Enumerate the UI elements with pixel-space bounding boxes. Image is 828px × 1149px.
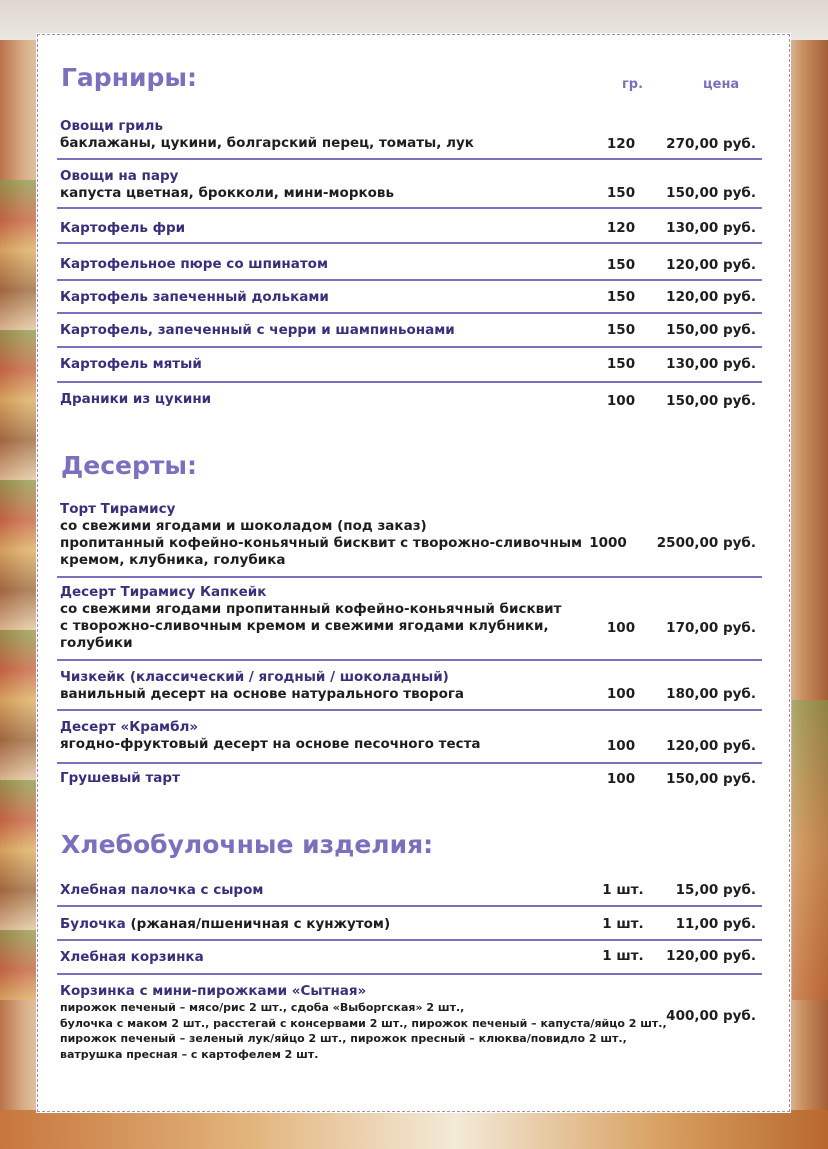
divider <box>57 576 762 578</box>
item-name: Десерт «Крамбл» <box>60 719 199 735</box>
section-title-garnish: Гарниры: <box>61 63 197 92</box>
item-price: 15,00 руб. <box>675 882 756 898</box>
item-weight: 100 <box>606 738 636 754</box>
divider <box>57 207 762 209</box>
item-price: 150,00 руб. <box>666 185 756 201</box>
item-name: Драники из цукини <box>60 391 212 407</box>
item-name: Картофель запеченный дольками <box>60 289 329 305</box>
item-name: Овощи на пару <box>60 168 179 184</box>
divider <box>57 939 762 941</box>
item-description: пирожок печеный – зеленый лук/яйцо 2 шт., пирожок пресный – клюква/повидло 2 шт., <box>60 1032 627 1045</box>
item-description: капуста цветная, брокколи, мини-морковь <box>60 185 395 201</box>
item-weight: 100 <box>606 620 636 636</box>
item-description: ягодно-фруктовый десерт на основе песочного теста <box>60 736 481 752</box>
item-description: пирожок печеный – мясо/рис 2 шт., сдоба «Выборгская» 2 шт., <box>60 1001 465 1014</box>
background-food-left <box>0 180 36 1000</box>
divider <box>57 905 762 907</box>
divider <box>57 346 762 348</box>
item-price: 150,00 руб. <box>666 393 756 409</box>
item-description: со свежими ягодами и шоколадом (под заказ) <box>60 518 427 534</box>
item-description: ванильный десерт на основе натурального творога <box>60 686 465 702</box>
item-weight: 1000 <box>589 535 627 551</box>
item-weight: 150 <box>606 322 636 338</box>
item-name: Булочка <box>60 916 126 932</box>
item-name: Овощи гриль <box>60 118 163 134</box>
item-quantity: 1 шт. <box>602 882 644 898</box>
divider <box>57 158 762 160</box>
divider <box>57 242 762 244</box>
item-name: Картофель фри <box>60 220 186 236</box>
divider <box>57 973 762 975</box>
item-description: голубики <box>60 635 133 651</box>
item-quantity: 1 шт. <box>602 916 644 932</box>
item-price: 170,00 руб. <box>666 620 756 636</box>
item-price: 130,00 руб. <box>666 220 756 236</box>
item-name: Картофель мятый <box>60 356 202 372</box>
item-description: ватрушка пресная – с картофелем 2 шт. <box>60 1047 319 1061</box>
item-name: Картофельное пюре со шпинатом <box>60 256 328 272</box>
section-title-bakery: Хлебобулочные изделия: <box>61 830 434 859</box>
item-weight: 150 <box>606 289 636 305</box>
item-price: 400,00 руб. <box>666 1008 756 1024</box>
item-description: с творожно-сливочным кремом и свежими ягодами клубники, <box>60 618 549 634</box>
item-price: 130,00 руб. <box>666 356 756 372</box>
item-name: Хлебная палочка с сыром <box>60 882 264 898</box>
divider <box>57 709 762 711</box>
divider <box>57 762 762 764</box>
item-name: Чизкейк (классический / ягодный / шоколадный) <box>60 669 449 685</box>
divider <box>57 312 762 314</box>
item-weight: 120 <box>606 220 636 236</box>
item-price: 120,00 руб. <box>666 289 756 305</box>
item-price: 11,00 руб. <box>675 916 756 932</box>
item-price: 120,00 руб. <box>666 738 756 754</box>
item-name: Хлебная корзинка <box>60 949 204 965</box>
column-header-price: цена <box>703 77 740 92</box>
item-description: пропитанный кофейно-коньячный бисквит с творожно-сливочным <box>60 535 583 551</box>
item-name: Грушевый тарт <box>60 770 180 786</box>
divider <box>57 279 762 281</box>
item-weight: 100 <box>606 393 636 409</box>
menu-sheet <box>36 33 791 1113</box>
item-weight: 150 <box>606 356 636 372</box>
item-price: 120,00 руб. <box>666 948 756 964</box>
item-description: булочка с маком 2 шт., расстегай с консервами 2 шт., пирожок печеный – капуста/яйцо 2 шт., <box>60 1016 667 1030</box>
item-price: 150,00 руб. <box>666 322 756 338</box>
item-weight: 150 <box>606 257 636 273</box>
item-weight: 100 <box>606 771 636 787</box>
item-description: баклажаны, цукини, болгарский перец, томаты, лук <box>60 135 474 151</box>
item-name: Корзинка с мини-пирожками «Сытная» <box>60 983 367 999</box>
divider <box>57 659 762 661</box>
background-food-right <box>792 700 828 1000</box>
item-name: Торт Тирамису <box>60 501 176 517</box>
item-price: 180,00 руб. <box>666 686 756 702</box>
item-description: кремом, клубника, голубика <box>60 552 286 568</box>
divider <box>57 381 762 383</box>
item-quantity: 1 шт. <box>602 948 644 964</box>
item-weight: 100 <box>606 686 636 702</box>
item-weight: 150 <box>606 185 636 201</box>
section-title-desserts: Десерты: <box>61 451 197 480</box>
background-photo-bottom <box>0 1110 828 1149</box>
column-header-weight: гр. <box>622 77 644 92</box>
item-name: Десерт Тирамису Капкейк <box>60 584 267 600</box>
menu-item <box>60 584 760 652</box>
item-price: 270,00 руб. <box>666 136 756 152</box>
item-price: 150,00 руб. <box>666 771 756 787</box>
item-price: 120,00 руб. <box>666 257 756 273</box>
item-price: 2500,00 руб. <box>656 535 756 551</box>
item-weight: 120 <box>606 136 636 152</box>
item-description: (ржаная/пшеничная с кунжутом) <box>125 916 391 932</box>
item-name: Картофель, запеченный с черри и шампиньонами <box>60 322 455 338</box>
item-description: со свежими ягодами пропитанный кофейно-коньячный бисквит <box>60 601 562 617</box>
